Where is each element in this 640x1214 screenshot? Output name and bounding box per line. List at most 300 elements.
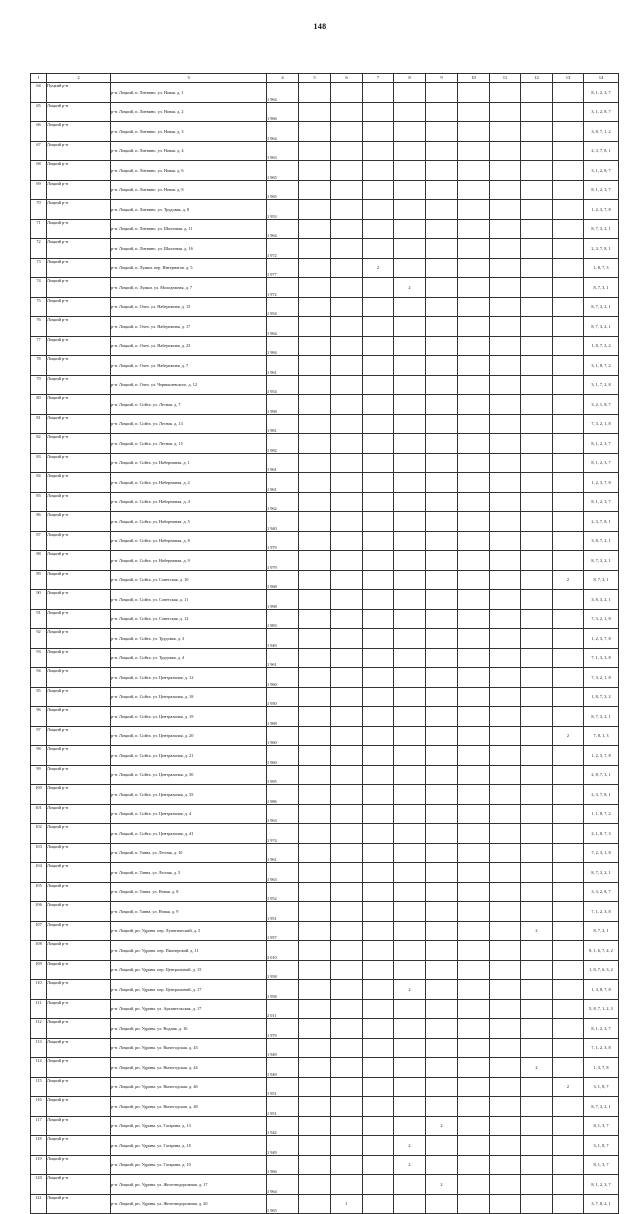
column-header: 8	[394, 74, 426, 83]
table-row	[31, 1038, 619, 1058]
col9-cell	[426, 83, 458, 103]
col11-cell	[490, 1058, 521, 1078]
district-cell: Лоцкий р-н	[47, 1058, 111, 1078]
col8-cell	[394, 297, 426, 317]
col5-cell	[299, 492, 331, 512]
col7-cell	[363, 921, 394, 941]
col6-cell	[331, 395, 363, 415]
column-header: 4	[267, 74, 299, 83]
col9-cell	[426, 512, 458, 532]
col8-cell	[394, 531, 426, 551]
col8-cell: 2	[394, 278, 426, 298]
col14-cell: 3, 1, 8, 7	[584, 1077, 619, 1097]
col9-cell	[426, 414, 458, 434]
col13-cell	[553, 707, 584, 727]
col11-cell	[490, 785, 521, 805]
row-number-cell: 111	[31, 999, 47, 1019]
address-cell: р-н. Лоцкий, п. Литвино. ул. Трудовая. д. 8	[111, 200, 267, 220]
col10-cell	[458, 804, 490, 824]
col12-cell	[521, 648, 553, 668]
col11-cell	[490, 570, 521, 590]
year-cell: 1 965	[267, 161, 299, 181]
col11-cell	[490, 921, 521, 941]
address-cell: р-н. Лоцкий, п. Сойга. ул. Набережная. д. 1	[111, 453, 267, 473]
col5-cell	[299, 219, 331, 239]
col9-cell	[426, 492, 458, 512]
col7-cell	[363, 609, 394, 629]
col6-cell	[331, 492, 363, 512]
col10-cell	[458, 902, 490, 922]
col10-cell	[458, 1136, 490, 1156]
table-row	[31, 785, 619, 805]
address-cell: р-н. Лоцкий, рп. Удрина. пер. Центральный. д. 17	[111, 980, 267, 1000]
col5-cell	[299, 161, 331, 181]
col6-cell	[331, 843, 363, 863]
col11-cell	[490, 219, 521, 239]
year-cell: 1 949	[267, 629, 299, 649]
col13-cell	[553, 746, 584, 766]
col12-cell	[521, 1077, 553, 1097]
col13-cell	[553, 863, 584, 883]
col11-cell	[490, 453, 521, 473]
col5-cell	[299, 765, 331, 785]
col6-cell	[331, 785, 363, 805]
housing-register-table	[30, 73, 619, 1214]
col5-cell	[299, 1155, 331, 1175]
address-cell: р-н. Лоцкий, п. Очео. ул. Набережная. д. 23	[111, 336, 267, 356]
col7-cell	[363, 161, 394, 181]
year-cell: 1 962	[267, 492, 299, 512]
col13-cell	[553, 531, 584, 551]
table-row	[31, 102, 619, 122]
col7-cell	[363, 356, 394, 376]
col10-cell	[458, 1097, 490, 1117]
col12-cell	[521, 1097, 553, 1117]
column-header: 13	[553, 74, 584, 83]
col6-cell	[331, 921, 363, 941]
district-cell: Лоцкий р-н	[47, 843, 111, 863]
col11-cell	[490, 882, 521, 902]
address-cell: р-н. Лоцкий, п. Лужки. пер. Интернатов. д. 5	[111, 258, 267, 278]
col9-cell	[426, 863, 458, 883]
row-number-cell: 75	[31, 297, 47, 317]
col6-cell	[331, 648, 363, 668]
col10-cell	[458, 83, 490, 103]
col11-cell	[490, 765, 521, 785]
col11-cell	[490, 1097, 521, 1117]
year-cell: 1 998	[267, 395, 299, 415]
address-cell: р-н. Лоцкий, п. Очео. ул. Набережная. д. 7	[111, 356, 267, 376]
district-cell: Лоцкий р-н	[47, 765, 111, 785]
col10-cell	[458, 102, 490, 122]
col11-cell	[490, 102, 521, 122]
col13-cell	[553, 1038, 584, 1058]
col10-cell	[458, 161, 490, 181]
district-cell: Лоцкий р-н	[47, 1155, 111, 1175]
col12-cell	[521, 219, 553, 239]
col12-cell	[521, 1194, 553, 1214]
col13-cell	[553, 219, 584, 239]
col11-cell	[490, 668, 521, 688]
district-cell: Лоцкий р-н	[47, 960, 111, 980]
col8-cell	[394, 219, 426, 239]
col7-cell	[363, 882, 394, 902]
col5-cell	[299, 1077, 331, 1097]
year-cell: 1 958	[267, 960, 299, 980]
col12-cell	[521, 200, 553, 220]
col6-cell	[331, 1116, 363, 1136]
col9-cell	[426, 336, 458, 356]
col13-cell	[553, 492, 584, 512]
col11-cell	[490, 1194, 521, 1214]
col9-cell	[426, 531, 458, 551]
district-cell: Лоцкий р-н	[47, 1019, 111, 1039]
year-cell: 1 961	[267, 473, 299, 493]
col13-cell	[553, 1058, 584, 1078]
col14-cell: 7, 3, 2, 1, 8	[584, 609, 619, 629]
col13-cell	[553, 551, 584, 571]
col5-cell	[299, 843, 331, 863]
col13-cell	[553, 317, 584, 337]
row-number-cell: 69	[31, 180, 47, 200]
col6-cell	[331, 1077, 363, 1097]
col12-cell	[521, 161, 553, 181]
col7-cell	[363, 960, 394, 980]
col6-cell	[331, 570, 363, 590]
year-cell: 1 963	[267, 141, 299, 161]
col14-cell: 8, 1, 2, 3, 7	[584, 492, 619, 512]
col13-cell	[553, 902, 584, 922]
district-cell: Пуцкий р-н	[47, 83, 111, 103]
col10-cell	[458, 941, 490, 961]
col5-cell	[299, 200, 331, 220]
address-cell: р-н. Лоцкий, п. Сойга. ул. Центральная. д. 18	[111, 687, 267, 707]
table-row	[31, 1136, 619, 1156]
col14-cell: 7, 8, 1, 3	[584, 726, 619, 746]
address-cell: р-н. Лоцкий, п. Литвино. ул. Новая. д. 1	[111, 83, 267, 103]
address-cell: р-н. Лоцкий, п. Сойга. ул. Набережная. д. 9	[111, 551, 267, 571]
year-cell: 1 949	[267, 1038, 299, 1058]
col6-cell	[331, 590, 363, 610]
col9-cell	[426, 1136, 458, 1156]
col7-cell	[363, 629, 394, 649]
table-row	[31, 707, 619, 727]
col10-cell	[458, 336, 490, 356]
col8-cell	[394, 161, 426, 181]
col10-cell	[458, 434, 490, 454]
year-cell: 1 966	[267, 102, 299, 122]
table-row	[31, 317, 619, 337]
district-cell: Лоцкий р-н	[47, 356, 111, 376]
row-number-cell: 72	[31, 239, 47, 259]
address-cell: р-н. Лоцкий, п. Сойга. ул. Трудовая. д. 4	[111, 648, 267, 668]
col9-cell	[426, 1058, 458, 1078]
col5-cell	[299, 941, 331, 961]
table-row	[31, 1116, 619, 1136]
col12-cell	[521, 1038, 553, 1058]
col12-cell	[521, 317, 553, 337]
col14-cell: 1, 8, 7, 3	[584, 258, 619, 278]
col10-cell	[458, 746, 490, 766]
col6-cell	[331, 902, 363, 922]
col6-cell	[331, 512, 363, 532]
col6-cell	[331, 258, 363, 278]
address-cell: р-н. Лоцкий, п. Литвино. ул. Новая. д. 2	[111, 102, 267, 122]
col6-cell	[331, 239, 363, 259]
col11-cell	[490, 1136, 521, 1156]
year-cell: 1 960	[267, 726, 299, 746]
col6-cell	[331, 375, 363, 395]
col13-cell	[553, 687, 584, 707]
col11-cell	[490, 239, 521, 259]
col12-cell	[521, 765, 553, 785]
district-cell: Лоцкий р-н	[47, 629, 111, 649]
col5-cell	[299, 258, 331, 278]
col5-cell	[299, 1175, 331, 1195]
table-row	[31, 843, 619, 863]
year-cell: 2 011	[267, 999, 299, 1019]
col6-cell	[331, 687, 363, 707]
col14-cell: 7, 3, 2, 1, 8	[584, 414, 619, 434]
table-row	[31, 726, 619, 746]
table-row	[31, 668, 619, 688]
col14-cell: 3, 8, 7, 1, 2	[584, 122, 619, 142]
col8-cell	[394, 687, 426, 707]
row-number-cell: 96	[31, 707, 47, 727]
district-cell: Лоцкий р-н	[47, 882, 111, 902]
col7-cell	[363, 1116, 394, 1136]
col14-cell: 2, 3, 7, 8, 1	[584, 239, 619, 259]
col6-cell	[331, 824, 363, 844]
col6-cell	[331, 980, 363, 1000]
col10-cell	[458, 453, 490, 473]
col12-cell	[521, 122, 553, 142]
col13-cell	[553, 999, 584, 1019]
col7-cell	[363, 707, 394, 727]
col9-cell	[426, 785, 458, 805]
col9-cell	[426, 434, 458, 454]
col14-cell: 8, 1, 3, 7	[584, 1155, 619, 1175]
row-number-cell: 73	[31, 258, 47, 278]
year-cell: 1 950	[267, 687, 299, 707]
year-cell: 1 960	[267, 746, 299, 766]
col7-cell	[363, 512, 394, 532]
year-cell: 1 942	[267, 1116, 299, 1136]
col7-cell	[363, 200, 394, 220]
col13-cell	[553, 941, 584, 961]
address-cell: р-н. Лоцкий, рп. Удрина. ул. Вычегодская. д. 48	[111, 1097, 267, 1117]
district-cell: Лоцкий р-н	[47, 453, 111, 473]
col9-cell	[426, 278, 458, 298]
address-cell: р-н. Лоцкий, п. Тавна. ул. Новая. д. 8	[111, 882, 267, 902]
table-row	[31, 551, 619, 571]
col8-cell	[394, 1038, 426, 1058]
table-row	[31, 356, 619, 376]
row-number-cell: 83	[31, 453, 47, 473]
col6-cell	[331, 746, 363, 766]
col9-cell	[426, 1194, 458, 1214]
table-row	[31, 336, 619, 356]
district-cell: Лоцкий р-н	[47, 609, 111, 629]
address-cell: р-н. Лоцкий, п. Сойга. ул. Набережная. д. 2	[111, 473, 267, 493]
col10-cell	[458, 375, 490, 395]
col11-cell	[490, 941, 521, 961]
col9-cell	[426, 590, 458, 610]
table-row	[31, 570, 619, 590]
col12-cell	[521, 512, 553, 532]
col13-cell	[553, 1097, 584, 1117]
col6-cell	[331, 297, 363, 317]
col10-cell	[458, 122, 490, 142]
district-cell: Лоцкий р-н	[47, 941, 111, 961]
year-cell: 1 964	[267, 219, 299, 239]
col7-cell	[363, 863, 394, 883]
year-cell: 2 010	[267, 941, 299, 961]
col7-cell	[363, 999, 394, 1019]
table-row	[31, 258, 619, 278]
year-cell: 1 952	[267, 882, 299, 902]
col5-cell	[299, 980, 331, 1000]
col7-cell	[363, 239, 394, 259]
col11-cell	[490, 492, 521, 512]
year-cell: 1 954	[267, 297, 299, 317]
col8-cell	[394, 239, 426, 259]
col10-cell	[458, 219, 490, 239]
col8-cell	[394, 804, 426, 824]
col13-cell	[553, 1155, 584, 1175]
table-header-row	[31, 74, 619, 83]
row-number-cell: 86	[31, 512, 47, 532]
col14-cell: 1, 8, 7, 3, 2	[584, 336, 619, 356]
col11-cell	[490, 141, 521, 161]
col11-cell	[490, 278, 521, 298]
district-cell: Лоцкий р-н	[47, 492, 111, 512]
col14-cell: 2, 3, 7, 8, 1	[584, 785, 619, 805]
row-number-cell: 104	[31, 863, 47, 883]
col7-cell	[363, 1136, 394, 1156]
col11-cell	[490, 707, 521, 727]
district-cell: Лоцкий р-н	[47, 980, 111, 1000]
col5-cell	[299, 531, 331, 551]
col13-cell	[553, 1136, 584, 1156]
col7-cell	[363, 746, 394, 766]
col8-cell	[394, 512, 426, 532]
table-row	[31, 1058, 619, 1078]
col14-cell: 1, 2, 3, 7, 8	[584, 200, 619, 220]
district-cell: Лоцкий р-н	[47, 785, 111, 805]
row-number-cell: 117	[31, 1116, 47, 1136]
year-cell: 1 953	[267, 200, 299, 220]
col9-cell	[426, 473, 458, 493]
col12-cell	[521, 531, 553, 551]
col9-cell	[426, 180, 458, 200]
col9-cell	[426, 570, 458, 590]
col10-cell	[458, 980, 490, 1000]
col12-cell	[521, 863, 553, 883]
col12-cell	[521, 1019, 553, 1039]
col6-cell	[331, 200, 363, 220]
address-cell: р-н. Лоцкий, п. Литвино. ул. Новая. д. 8	[111, 180, 267, 200]
col8-cell	[394, 765, 426, 785]
col11-cell	[490, 804, 521, 824]
col5-cell	[299, 1058, 331, 1078]
col13-cell	[553, 824, 584, 844]
address-cell: р-н. Лоцкий, п. Сойга. ул. Советская. д. 11	[111, 590, 267, 610]
col6-cell	[331, 941, 363, 961]
col8-cell: 2	[394, 1136, 426, 1156]
col6-cell	[331, 1155, 363, 1175]
col11-cell	[490, 414, 521, 434]
col8-cell	[394, 902, 426, 922]
row-number-cell: 81	[31, 414, 47, 434]
col8-cell	[394, 941, 426, 961]
address-cell: р-н. Лоцкий, рп. Удрина. ул. Железнодорожная. д. 20	[111, 1194, 267, 1214]
col12-cell	[521, 278, 553, 298]
district-cell: Лоцкий р-н	[47, 921, 111, 941]
col9-cell	[426, 356, 458, 376]
address-cell: р-н. Лоцкий, п. Литвино. ул. Новая. д. 4	[111, 141, 267, 161]
col13-cell	[553, 843, 584, 863]
col8-cell	[394, 492, 426, 512]
row-number-cell: 65	[31, 102, 47, 122]
year-cell: 1 986	[267, 785, 299, 805]
col9-cell	[426, 239, 458, 259]
year-cell: 1 965	[267, 180, 299, 200]
row-number-cell: 82	[31, 434, 47, 454]
year-cell: 1 960	[267, 668, 299, 688]
table-row	[31, 278, 619, 298]
col11-cell	[490, 1155, 521, 1175]
address-cell: р-н. Лоцкий, п. Сойга. ул. Советская. д. 10	[111, 570, 267, 590]
col11-cell	[490, 726, 521, 746]
year-cell: 1 974	[267, 824, 299, 844]
col5-cell	[299, 1097, 331, 1117]
col6-cell	[331, 102, 363, 122]
table-row	[31, 902, 619, 922]
col10-cell	[458, 1194, 490, 1214]
col13-cell	[553, 804, 584, 824]
row-number-cell: 87	[31, 531, 47, 551]
address-cell: р-н. Лоцкий, п. Сойга. ул. Центральная. д. 20	[111, 726, 267, 746]
col6-cell	[331, 141, 363, 161]
year-cell: 1 940	[267, 512, 299, 532]
col12-cell	[521, 492, 553, 512]
col9-cell	[426, 1077, 458, 1097]
col8-cell	[394, 746, 426, 766]
row-number-cell: 94	[31, 668, 47, 688]
col12-cell	[521, 551, 553, 571]
district-cell: Лоцкий р-н	[47, 258, 111, 278]
district-cell: Лоцкий р-н	[47, 219, 111, 239]
row-number-cell: 89	[31, 570, 47, 590]
col9-cell	[426, 609, 458, 629]
address-cell: р-н. Лоцкий, п. Сойга. ул. Центральная. д. 41	[111, 824, 267, 844]
col14-cell: 3, 2, 1, 8, 7	[584, 395, 619, 415]
table-row	[31, 512, 619, 532]
col14-cell: 3, 8, 7, 2, 1	[584, 531, 619, 551]
col10-cell	[458, 239, 490, 259]
address-cell: р-н. Лоцкий, рп. Удрина. ул. Гагарина. д. 10	[111, 1155, 267, 1175]
col13-cell	[553, 980, 584, 1000]
col14-cell: 1, 3, 7, 8	[584, 1058, 619, 1078]
col10-cell	[458, 726, 490, 746]
col6-cell	[331, 1019, 363, 1039]
row-number-cell: 116	[31, 1097, 47, 1117]
col9-cell	[426, 551, 458, 571]
address-cell: р-н. Лоцкий, п. Очео. ул. Набережная. д. 17	[111, 317, 267, 337]
col7-cell	[363, 1097, 394, 1117]
col13-cell: 2	[553, 1077, 584, 1097]
